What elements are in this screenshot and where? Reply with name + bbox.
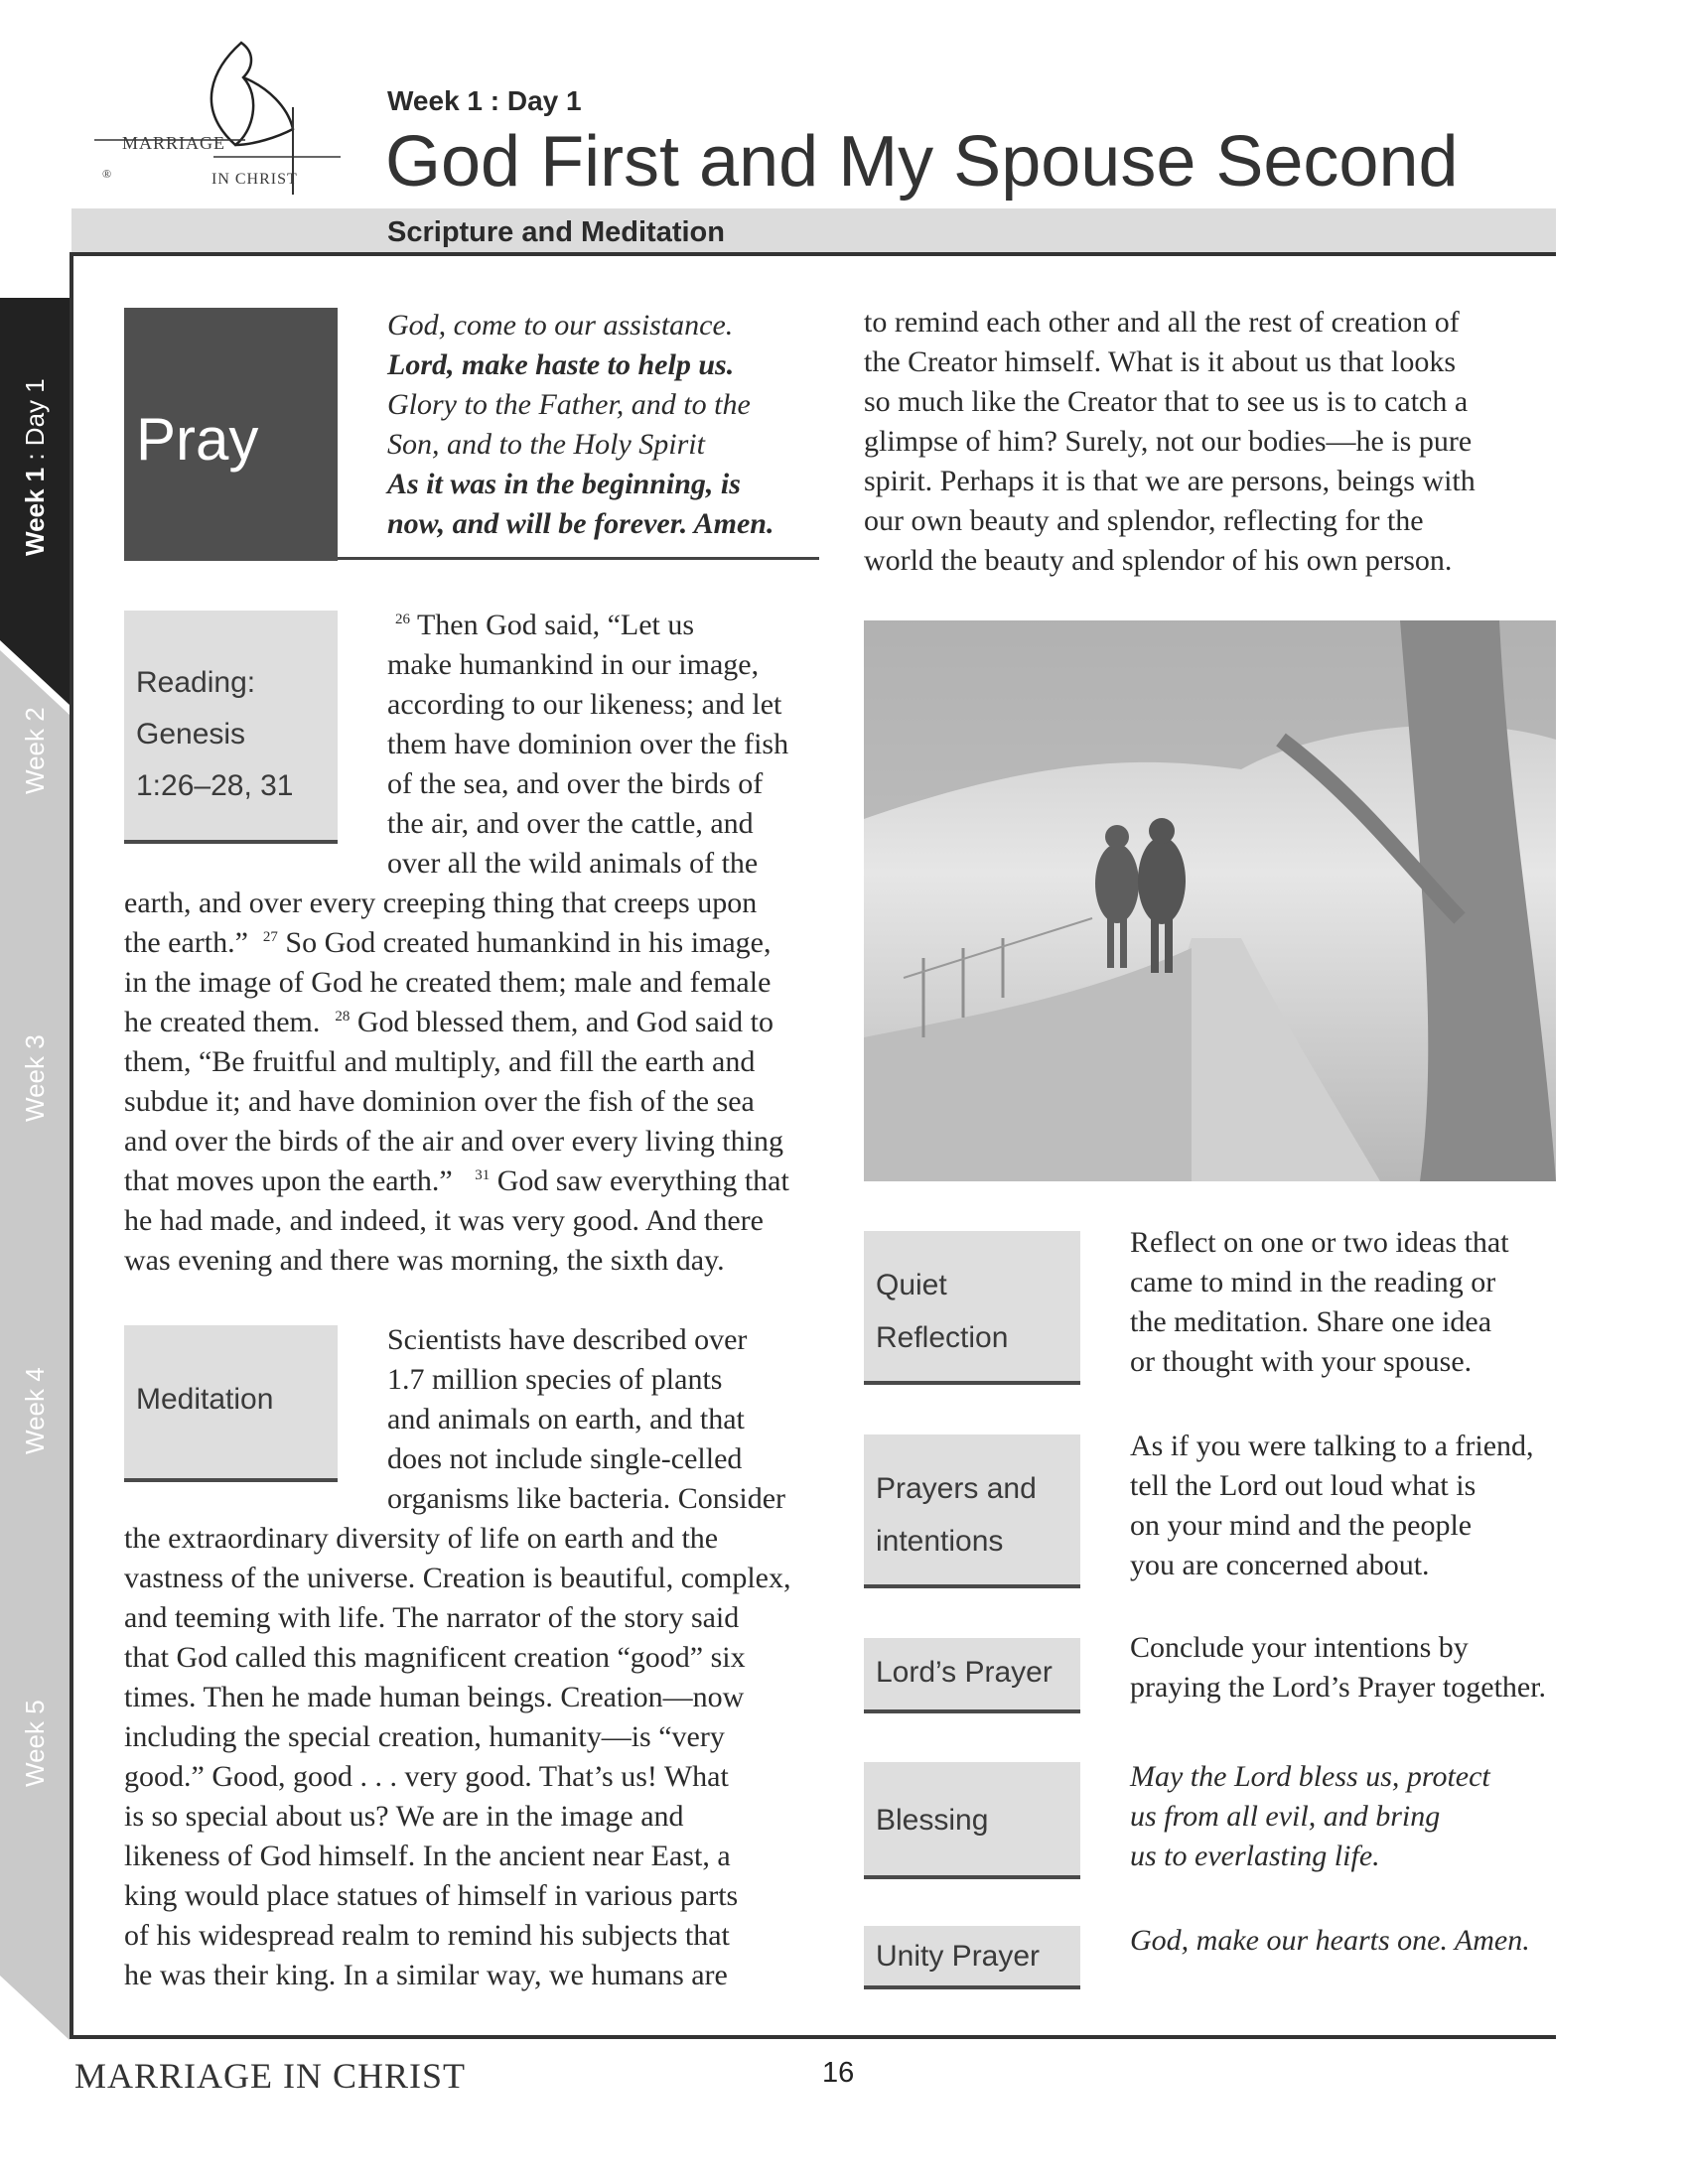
reading-narrow-line-1: $^{26}$ Then God said, “Let us [395, 609, 695, 641]
verse-31: 31 [475, 1167, 491, 1183]
pray-label: Pray [136, 406, 259, 473]
pray-line-5: As it was in the beginning, is [387, 468, 741, 500]
blessing-line-1: May the Lord bless us, protect [1130, 1760, 1490, 1793]
tab-week1-sep: : [20, 446, 50, 468]
meditation-wide-line-8: is so special about us? We are in the image and [124, 1800, 684, 1833]
reading-wide-text [124, 884, 829, 1281]
reading-label-box [124, 611, 338, 844]
meditation-narrow-line-4: does not include single-celled [387, 1442, 743, 1475]
reading-line-9: the earth.” $^{27}$ So God created humankind in his image, [124, 926, 772, 959]
continued-line-3: so much like the Creator that to see us is to catch a [864, 385, 1469, 418]
continued-line-5: spirit. Perhaps it is that we are persons, beings with [864, 465, 1476, 497]
lords-label: Lord’s Prayer [876, 1656, 1053, 1689]
lords-prayer-label-box [864, 1638, 1080, 1713]
section-label: Scripture and Meditation [387, 216, 725, 248]
meditation-wide-line-10: king would place statues of himself in various parts [124, 1879, 739, 1912]
reading-narrow-line-4: them have dominion over the fish [387, 728, 789, 760]
meditation-narrow-line-5: organisms like bacteria. Consider [387, 1482, 786, 1515]
quiet-line-4: or thought with your spouse. [1130, 1345, 1473, 1378]
prayers-intentions-text [1130, 1427, 1557, 1585]
week-tabs [0, 298, 70, 2040]
meditation-label-box [124, 1325, 338, 1482]
lords-prayer-text [1130, 1628, 1557, 1707]
marriage-in-christ-logo [94, 38, 343, 197]
reading-narrow-line-6: the air, and over the cattle, and [387, 807, 754, 840]
meditation-wide-text [124, 1519, 839, 1995]
quiet-label-2: Reflection [876, 1321, 1009, 1354]
pray-text [387, 306, 824, 544]
tab-week1-week: Week 1 [20, 467, 50, 556]
continued-line-4: glimpse of him? Surely, not our bodies—he is pure [864, 425, 1473, 458]
continued-line-7: world the beauty and splendor of his own person. [864, 544, 1453, 577]
continued-line-6: our own beauty and splendor, reflecting for the [864, 504, 1424, 537]
couple-walking-photo [864, 620, 1556, 1181]
meditation-narrow-line-2: 1.7 million species of plants [387, 1363, 723, 1396]
unity-prayer-text [1130, 1921, 1557, 1961]
reading-line-12: them, “Be fruitful and multiply, and fill the earth and [124, 1045, 756, 1078]
quiet-reflection-label-box [864, 1231, 1080, 1385]
quiet-line-3: the meditation. Share one idea [1130, 1305, 1492, 1338]
pray-line-3: Glory to the Father, and to the [387, 388, 751, 421]
tab-week1[interactable] [20, 378, 51, 556]
reading-narrow-line-7: over all the wild animals of the [387, 847, 759, 880]
meditation-wide-line-9: likeness of God himself. In the ancient near East, a [124, 1840, 731, 1872]
prayers-label-2: intentions [876, 1525, 1004, 1558]
meditation-continued-text [864, 303, 1559, 581]
week-day-label: Week 1 : Day 1 [387, 85, 582, 116]
reading-line-17: was evening and there was morning, the sixth day. [124, 1244, 725, 1277]
meditation-wide-line-4: that God called this magnificent creation “good” six [124, 1641, 746, 1674]
reading-line-8: earth, and over every creeping thing that creeps upon [124, 887, 758, 919]
meditation-narrow-line-3: and animals on earth, and that [387, 1403, 745, 1435]
reading-narrow-line-5: of the sea, and over the birds of [387, 767, 764, 800]
blessing-line-3: us to everlasting life. [1130, 1840, 1380, 1872]
tab-week1-day: Day 1 [20, 378, 50, 447]
prayers-line-4: you are concerned about. [1130, 1549, 1430, 1581]
tab-week4[interactable]: Week 4 [20, 1367, 50, 1454]
meditation-label: Meditation [136, 1383, 274, 1416]
reading-narrow-line-3: according to our likeness; and let [387, 688, 782, 721]
footer-brand: MARRIAGE IN CHRIST [74, 2056, 467, 2096]
reading-line-15: that moves upon the earth.” $^{31}$ God saw everything that [124, 1164, 789, 1197]
frame-bottom-line [70, 2035, 1556, 2039]
pray-line-4: Son, and to the Holy Spirit [387, 428, 705, 461]
quiet-reflection-text [1130, 1223, 1557, 1382]
lords-line-1: Conclude your intentions by [1130, 1631, 1469, 1664]
meditation-narrow-line-1: Scientists have described over [387, 1323, 748, 1356]
header-rule [71, 252, 1556, 256]
meditation-narrow-text [387, 1320, 824, 1519]
reading-label-2: Genesis [136, 718, 246, 751]
reading-narrow-line-2: make humankind in our image, [387, 648, 760, 681]
frame-left-line [70, 252, 73, 2039]
reading-label-1: Reading: [136, 666, 256, 699]
meditation-wide-line-12: he was their king. In a similar way, we humans are [124, 1959, 728, 1991]
logo-line2: IN CHRIST [211, 171, 298, 188]
unity-line-1: God, make our hearts one. Amen. [1130, 1924, 1530, 1957]
pray-line-1: God, come to our assistance. [387, 309, 734, 341]
unity-label: Unity Prayer [876, 1940, 1041, 1973]
reading-line-16: he had made, and indeed, it was very good. And there [124, 1204, 764, 1237]
verse-26: 26 [395, 612, 410, 627]
reading-line-14: and over the birds of the air and over every living thing [124, 1125, 783, 1158]
blessing-label-box [864, 1762, 1080, 1879]
quiet-line-2: came to mind in the reading or [1130, 1266, 1496, 1298]
blessing-line-2: us from all evil, and bring [1130, 1800, 1441, 1833]
meditation-wide-line-11: of his widespread realm to remind his subjects that [124, 1919, 730, 1952]
continued-line-1: to remind each other and all the rest of creation of [864, 306, 1460, 339]
pray-label-box [124, 308, 338, 561]
meditation-wide-line-1: the extraordinary diversity of life on earth and the [124, 1522, 719, 1555]
meditation-wide-line-2: vastness of the universe. Creation is beautiful, complex, [124, 1562, 791, 1594]
section-band [71, 208, 1556, 252]
prayers-line-1: As if you were talking to a friend, [1130, 1430, 1534, 1462]
quiet-line-1: Reflect on one or two ideas that [1130, 1226, 1509, 1259]
meditation-wide-line-7: good.” Good, good . . . very good. That’s us! What [124, 1760, 729, 1793]
reading-narrow-text [387, 606, 824, 884]
meditation-wide-line-3: and teeming with life. The narrator of the story said [124, 1601, 740, 1634]
blessing-text [1130, 1757, 1557, 1876]
pray-line-6: now, and will be forever. Amen. [387, 507, 774, 540]
unity-prayer-label-box [864, 1926, 1080, 1989]
prayers-line-3: on your mind and the people [1130, 1509, 1473, 1542]
tab-week2[interactable]: Week 2 [20, 707, 50, 794]
reading-label-3: 1:26–28, 31 [136, 769, 294, 802]
tab-week3[interactable]: Week 3 [20, 1034, 50, 1122]
verse-27: 27 [262, 929, 278, 945]
reading-line-11: he created them. $^{28}$ God blessed them, and God said to [124, 1006, 774, 1038]
pray-line-2: Lord, make haste to help us. [387, 348, 735, 381]
page-number: 16 [822, 2057, 855, 2089]
meditation-wide-line-6: including the special creation, humanity—is “very [124, 1720, 725, 1753]
quiet-label-1: Quiet [876, 1269, 947, 1301]
reading-line-13: subdue it; and have dominion over the fish of the sea [124, 1085, 755, 1118]
reading-line-10: in the image of God he created them; male and female [124, 966, 772, 999]
meditation-wide-line-5: times. Then he made human beings. Creation—now [124, 1681, 745, 1713]
blessing-label: Blessing [876, 1804, 989, 1837]
prayers-line-2: tell the Lord out loud what is [1130, 1469, 1477, 1502]
pray-rule [338, 557, 819, 560]
logo-line1: MARRIAGE [122, 133, 226, 153]
registered-mark: ® [102, 167, 113, 181]
tab-week5[interactable]: Week 5 [20, 1700, 50, 1787]
lords-line-2: praying the Lord’s Prayer together. [1130, 1671, 1547, 1704]
continued-line-2: the Creator himself. What is it about us that looks [864, 345, 1457, 378]
prayers-label-1: Prayers and [876, 1472, 1037, 1505]
page-title: God First and My Spouse Second [385, 122, 1459, 202]
prayers-intentions-label-box [864, 1434, 1080, 1588]
verse-28: 28 [335, 1009, 351, 1024]
